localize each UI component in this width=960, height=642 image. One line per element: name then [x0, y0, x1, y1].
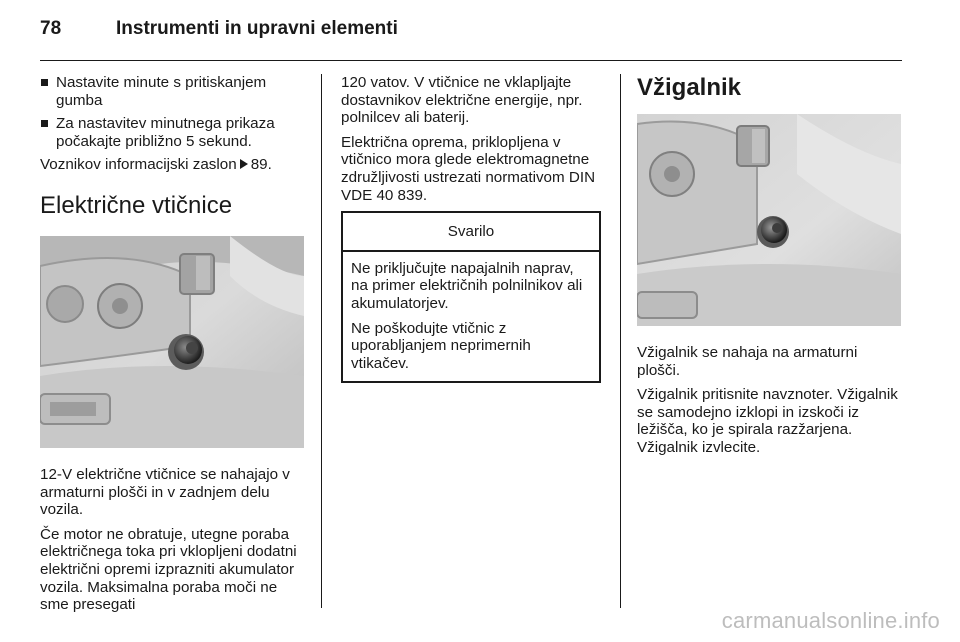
page-number: 78: [40, 18, 62, 39]
column-2: [341, 74, 603, 383]
emc-requirement-text: Električna oprema, priklopljena v vtičnico mora glede elektromagnetne združljivosti ustrezati normativom DIN VDE 40 839.: [341, 133, 596, 204]
header-rule: [40, 60, 902, 61]
cigarette-lighter-photo: [637, 114, 901, 326]
column-divider-1: [321, 74, 322, 608]
bullet-square-icon: [41, 79, 48, 86]
page-reference-link[interactable]: 89.: [250, 156, 272, 174]
bullet-square-icon: [41, 120, 48, 127]
warning-text-1: Ne priključujte napajalnih naprav, na primer električnih polnilnikov ali akumulatorjev.: [351, 259, 583, 312]
list-item: Nastavite minute s pritiskanjem gumba: [40, 74, 306, 109]
section-title-power-outlets: Električne vtičnice: [40, 191, 233, 219]
cross-reference: Voznikov informacijski zaslon 89.: [40, 156, 272, 174]
chapter-title: Instrumenti in upravni elementi: [116, 18, 398, 39]
warning-title: Svarilo: [343, 213, 599, 252]
section-title-cigarette-lighter: Vžigalnik: [637, 74, 742, 101]
lighter-usage-text: Vžigalnik pritisnite navznoter. Vžigalnik se samodejno izklopi in izskoči iz ležišča, ko je spirala razžarjena. Vžigalnik izvlecite.: [637, 386, 898, 456]
power-outlet-photo: [40, 236, 304, 448]
watermark: carmanualsonline.info: [721, 608, 940, 633]
instruction-list: [40, 74, 306, 150]
warning-box: [341, 211, 601, 383]
outlet-location-text: 12-V električne vtičnice se nahajajo v armaturni plošči in v zadnjem delu vozila.: [40, 465, 290, 519]
warning-text-2: Ne poškodujte vtičnic z uporabljanjem neprimernih vtikačev.: [351, 319, 531, 372]
column-1: [40, 74, 306, 621]
column-divider-2: [620, 74, 621, 608]
power-limit-text: 120 vatov. V vtičnice ne vklapljajte dostavnikov električne energije, npr. polnilcev ali baterij.: [341, 74, 583, 127]
warning-body: [343, 252, 599, 382]
column-3: [637, 74, 902, 464]
power-consumption-text: Če motor ne obratuje, utegne poraba električnega toka pri vklopljeni dodatni električni opremi izprazniti akumulator vozila. Maksimalna poraba moči ne sme presegati: [40, 525, 297, 614]
reference-arrow-icon: [240, 159, 248, 169]
list-item: Za nastavitev minutnega prikaza počakajte približno 5 sekund.: [40, 115, 306, 150]
lighter-location-text: Vžigalnik se nahaja na armaturni plošči.: [637, 344, 858, 379]
